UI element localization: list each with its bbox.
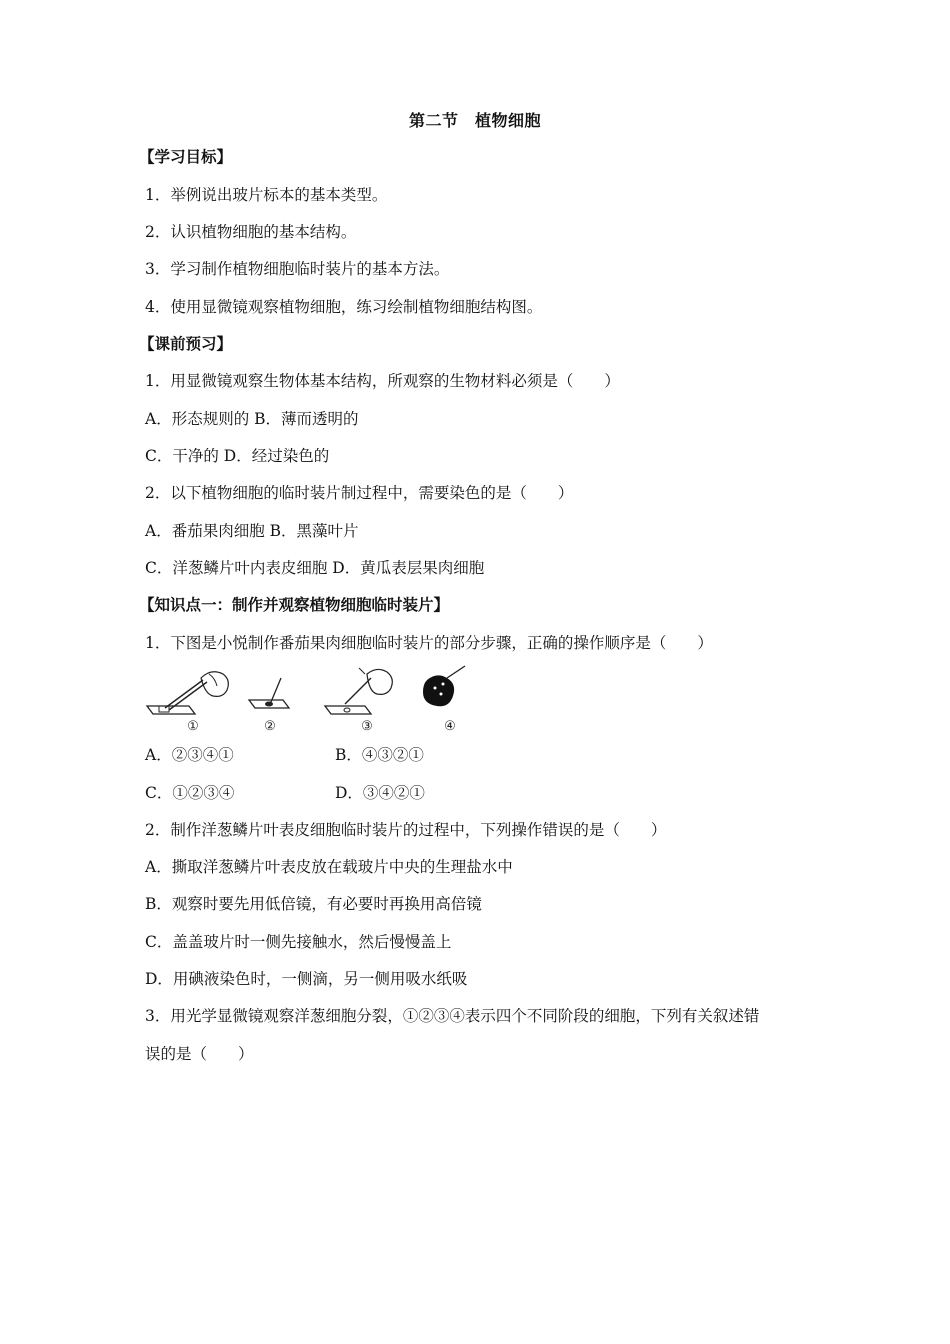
k1-q1-option-b: B．④③②①: [335, 746, 424, 764]
step-1-illustration: [147, 672, 228, 714]
k1-q1-option-d: D．③④②①: [335, 784, 425, 802]
preview-q1-options-cd: C．干净的 D．经过染色的: [145, 447, 330, 465]
k1-q2-stem: 2．制作洋葱鳞片叶表皮细胞临时装片的过程中，下列操作错误的是（ ）: [145, 821, 667, 839]
preview-heading: 【课前预习】: [139, 334, 233, 353]
k1-q3-stem-line-1: 3．用光学显微镜观察洋葱细胞分裂，①②③④表示四个不同阶段的细胞，下列有关叙述错: [145, 1007, 760, 1025]
step-1-label: ①: [187, 719, 199, 734]
k1-q2-option-d: D．用碘液染色时，一侧滴，另一侧用吸水纸吸: [145, 970, 468, 988]
knowledge1-heading: 【知识点一：制作并观察植物细胞临时装片】: [139, 595, 450, 614]
k1-q1-option-a: A．②③④①: [145, 746, 234, 764]
preview-q2-options-cd: C．洋葱鳞片叶内表皮细胞 D．黄瓜表层果肉细胞: [145, 559, 485, 577]
k1-q1-option-c: C．①②③④: [145, 784, 235, 802]
goal-item-3: 3．学习制作植物细胞临时装片的基本方法。: [145, 260, 450, 278]
goals-heading: 【学习目标】: [139, 147, 233, 166]
page-title: 第二节 植物细胞: [408, 111, 541, 130]
slide-preparation-steps-figure: [145, 664, 485, 736]
goal-item-4: 4．使用显微镜观察植物细胞，练习绘制植物细胞结构图。: [145, 298, 543, 316]
k1-q1-stem: 1．下图是小悦制作番茄果肉细胞临时装片的部分步骤，正确的操作顺序是（ ）: [145, 634, 713, 652]
step-3-label: ③: [361, 719, 373, 734]
preview-q1-stem: 1．用显微镜观察生物体基本结构，所观察的生物材料必须是（ ）: [145, 372, 620, 390]
preview-q2-stem: 2．以下植物细胞的临时装片制过程中，需要染色的是（ ）: [145, 484, 574, 502]
step-3-illustration: [325, 668, 392, 714]
step-2-illustration: [249, 678, 289, 708]
k1-q2-option-c: C．盖盖玻片时一侧先接触水，然后慢慢盖上: [145, 933, 452, 951]
preview-q1-options-ab: A．形态规则的 B．薄而透明的: [145, 410, 359, 428]
k1-q2-option-a: A．撕取洋葱鳞片叶表皮放在载玻片中央的生理盐水中: [145, 858, 513, 876]
goal-item-1: 1．举例说出玻片标本的基本类型。: [145, 186, 388, 204]
k1-q2-option-b: B．观察时要先用低倍镜，有必要时再换用高倍镜: [145, 895, 482, 913]
preview-q2-options-ab: A．番茄果肉细胞 B．黑藻叶片: [145, 522, 359, 540]
k1-q3-stem-line-2: 误的是（ ）: [145, 1045, 254, 1063]
step-2-label: ②: [264, 719, 276, 734]
step-4-label: ④: [444, 719, 456, 734]
goal-item-2: 2．认识植物细胞的基本结构。: [145, 223, 357, 241]
step-4-illustration: [423, 666, 465, 706]
